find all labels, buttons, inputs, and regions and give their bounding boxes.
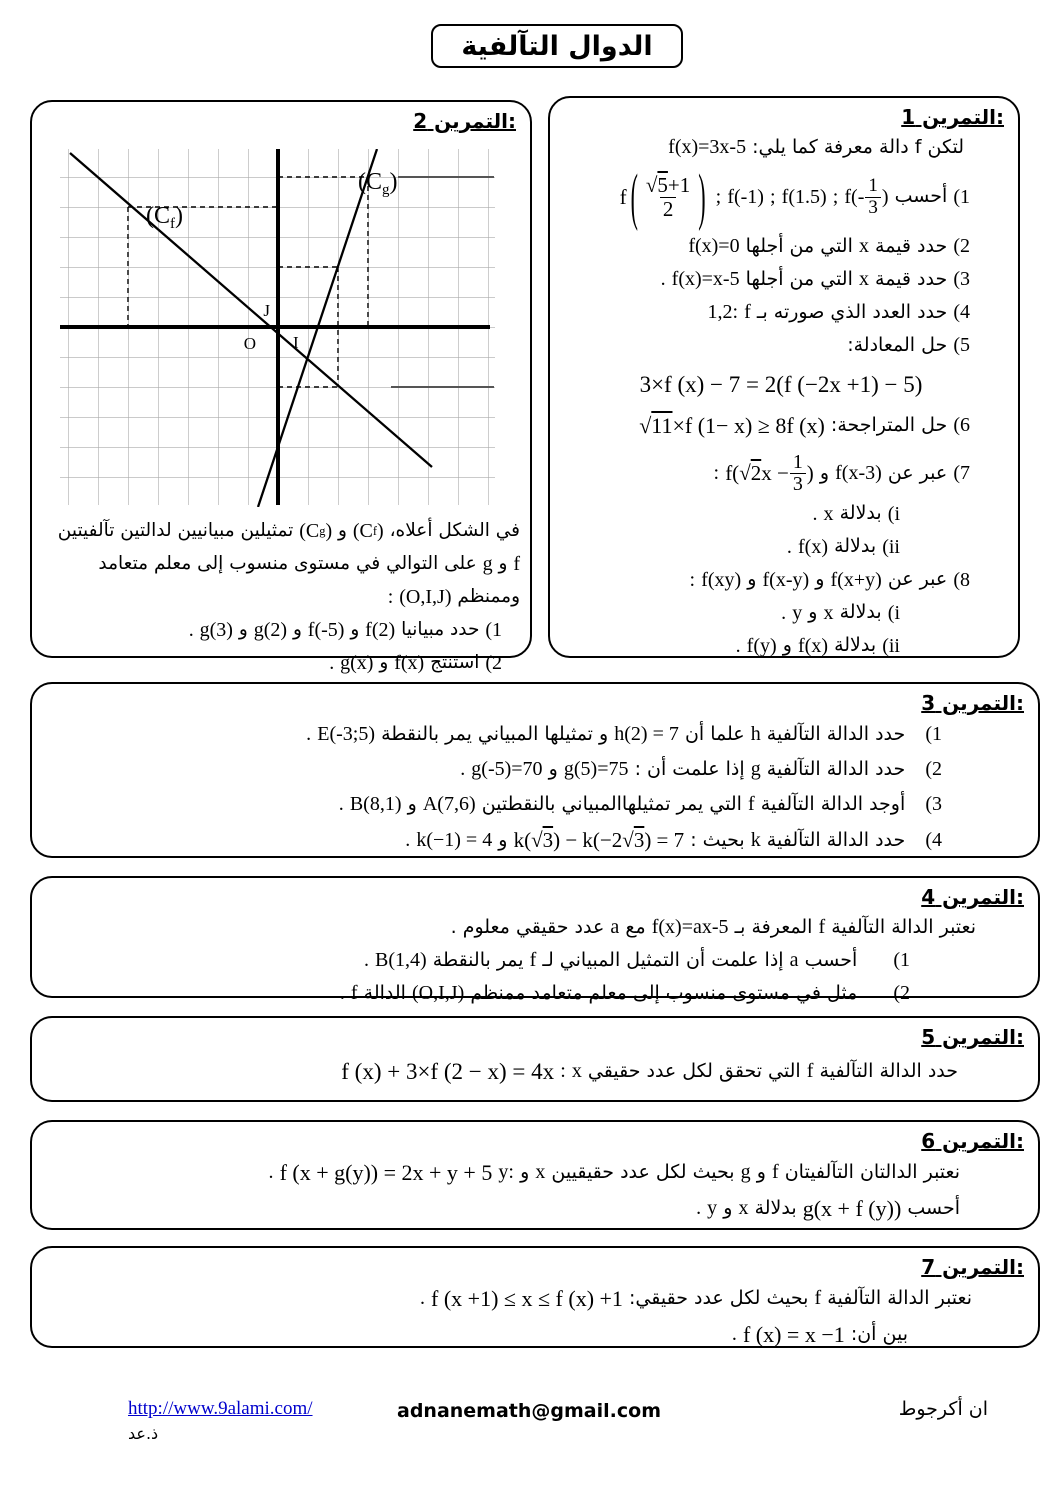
paragraph-line xyxy=(38,515,520,548)
math: (O,I,J) xyxy=(399,586,452,608)
list-item xyxy=(48,752,942,787)
text: و xyxy=(292,619,302,641)
exercise-5-header: التمرين 5: xyxy=(921,1025,1024,1049)
item-number: (1 xyxy=(485,619,502,641)
item-number: (7 xyxy=(953,462,970,485)
math: h xyxy=(750,723,761,745)
text: و xyxy=(498,553,508,575)
text: نعتبر الدالة التآلفية xyxy=(831,915,976,938)
label-j: J xyxy=(263,301,270,320)
list-item xyxy=(558,564,1004,597)
text: تمثيلين مبيانيين لدالتين تآلفيتين xyxy=(57,520,294,542)
math: f (x + g(y)) = 2x + y + 5 xyxy=(279,1160,493,1185)
separator: ; xyxy=(715,185,722,208)
text: و xyxy=(782,634,792,657)
colon: : xyxy=(689,568,696,591)
big-paren: ( xyxy=(630,159,638,232)
text: بحيث لكل عدد حقيقيين xyxy=(551,1161,735,1184)
math: x xyxy=(535,1161,546,1184)
list-item xyxy=(38,647,520,680)
text: و xyxy=(756,1161,766,1184)
list-item xyxy=(558,408,1004,444)
math: (C f ) xyxy=(352,520,384,542)
statement-line xyxy=(48,1281,972,1317)
math: g(x) xyxy=(340,652,374,674)
dot: . xyxy=(786,535,792,558)
math: f xyxy=(744,301,751,324)
text: بدلالة xyxy=(839,601,882,624)
sub-item xyxy=(558,597,1004,630)
text: و xyxy=(379,652,389,674)
text: و xyxy=(548,757,558,780)
exercise-4-box xyxy=(30,876,1040,1004)
math: g(2) xyxy=(253,619,288,641)
text: أحسب xyxy=(894,185,948,208)
author-name: ان أكرجوط xyxy=(898,1398,988,1420)
text: و تمثيلها المبياني يمر بالنقطة xyxy=(381,722,609,745)
graph-svg xyxy=(60,149,497,507)
math: k(−1) = 4 xyxy=(416,828,493,851)
text: حدد قيمة xyxy=(875,235,948,258)
math: f(2) xyxy=(365,619,396,641)
math: f(x) xyxy=(798,535,828,558)
text: و xyxy=(520,1161,530,1184)
item-number: (i xyxy=(887,601,900,624)
equation-line xyxy=(558,366,1004,403)
item-number: (2 xyxy=(893,982,910,1004)
text: و xyxy=(808,601,818,624)
math: f (x +1) ≤ x ≤ f (x) +1 xyxy=(431,1286,623,1311)
item-number: (2 xyxy=(953,235,970,258)
math: y: xyxy=(498,1161,514,1184)
text: التي من أجلها xyxy=(745,268,853,291)
text: التي تحقق لكل عدد حقيقي xyxy=(587,1059,801,1082)
item-number: (2 xyxy=(485,652,502,674)
text: حدد قيمة xyxy=(875,268,948,291)
math: y xyxy=(707,1197,718,1220)
exercise-7-header: التمرين 7: xyxy=(921,1255,1024,1279)
text: و xyxy=(407,792,417,815)
item-number: (5 xyxy=(953,334,970,357)
text: بحيث : xyxy=(690,828,745,851)
text: حل المعادلة: xyxy=(847,334,948,357)
text: و xyxy=(350,619,360,641)
text: على التوالي في مستوى منسوب إلى معلم متعامد xyxy=(98,553,477,575)
dot: . xyxy=(419,1287,425,1310)
text: إذا علمت أن : xyxy=(634,757,745,780)
math: f(x)=ax-5 xyxy=(651,916,729,938)
colon: : xyxy=(387,586,394,608)
worksheet-title-box xyxy=(431,24,683,68)
math: y xyxy=(792,601,803,624)
intro-line xyxy=(558,131,1004,164)
text: المعرفة بـ xyxy=(734,915,813,938)
item-number: (1 xyxy=(893,949,910,971)
item-number: (i xyxy=(887,502,900,525)
math: √ 11 ×f (1− x) ≥ 8f (x) xyxy=(639,412,825,438)
math: x xyxy=(858,268,869,291)
math: f( √ 2 x − $\frac{1}{3}$ ) xyxy=(725,450,814,496)
text: عبر عن xyxy=(887,568,948,591)
text: حدد الدالة التآلفية xyxy=(766,828,906,851)
text: علما أن xyxy=(684,722,745,745)
item-number: (2 xyxy=(925,758,942,780)
text: و xyxy=(338,520,347,542)
math: f(- $\frac{1}{3}$ ) xyxy=(844,175,889,218)
dot: . xyxy=(329,652,335,674)
math: f xyxy=(350,982,358,1004)
text: مثل في مستوى منسوب إلى معلم متعامد ممنظم xyxy=(470,981,858,1004)
text: أحسب xyxy=(804,948,858,971)
exercise-6-box xyxy=(30,1120,1040,1230)
text: لتكن f دالة معرفة كما يلي: xyxy=(752,135,964,158)
list-item xyxy=(48,787,942,822)
page-footer xyxy=(0,1392,1058,1462)
dot: . xyxy=(812,502,818,525)
item-number: (ii xyxy=(882,535,900,558)
separator: ; xyxy=(770,185,776,208)
math: f(x)=x-5 xyxy=(671,268,740,291)
list-item xyxy=(32,977,1038,1010)
math: g(5)=75 xyxy=(563,758,629,780)
dot: . xyxy=(268,1161,274,1184)
math: h(2) = 7 xyxy=(614,723,679,745)
text: حدد الدالة التآلفية xyxy=(766,757,906,780)
text: الدالة xyxy=(363,981,406,1004)
math: f(x-3) xyxy=(835,462,882,485)
sub-item xyxy=(558,531,1004,564)
math: x xyxy=(823,502,834,525)
label-cg: $(C_g)$ xyxy=(358,169,398,198)
text: في الشكل أعلاه، xyxy=(389,520,520,542)
email-address: adnanemath@gmail.com xyxy=(397,1400,661,1422)
dot: . xyxy=(306,723,312,745)
list-item xyxy=(558,230,1004,263)
list-item xyxy=(48,822,942,859)
text: حل المتراجحة: xyxy=(830,413,948,436)
statement-line xyxy=(48,1155,960,1191)
list-item xyxy=(558,296,1004,329)
math: f(x) xyxy=(798,634,828,657)
item-number: (4 xyxy=(925,828,942,851)
dot: . xyxy=(735,634,741,657)
big-paren: ) xyxy=(698,159,706,232)
text: حدد الدالة التآلفية xyxy=(766,722,906,745)
exercise-4-header: التمرين 4: xyxy=(921,885,1024,909)
math: x xyxy=(738,1197,749,1220)
math: f ( √ 5 +1 2 ) xyxy=(619,159,706,232)
math: f xyxy=(771,1161,779,1184)
list-item xyxy=(558,450,1004,498)
math: f xyxy=(513,553,520,575)
text: حدد مبيانيا xyxy=(401,619,480,641)
text: إذا علمت أن التمثيل المبياني لـ xyxy=(542,948,784,971)
exercise-7-box xyxy=(30,1246,1040,1348)
math: A(7,6) xyxy=(422,793,476,815)
math: (O,I,J) xyxy=(412,982,465,1004)
exercise-3-box xyxy=(30,682,1040,858)
item-number: (4 xyxy=(953,301,970,324)
item-number: (1 xyxy=(953,185,970,208)
dot: . xyxy=(405,828,411,851)
statement-line xyxy=(48,1053,958,1090)
dot: . xyxy=(363,949,369,971)
label-o: O xyxy=(243,334,256,353)
math: f(-5) xyxy=(307,619,345,641)
math: k( √ 3 ) − k(−2 √ 3 ) = 7 xyxy=(513,828,685,852)
math: g(x + f (y)) xyxy=(802,1195,902,1221)
dot: . xyxy=(338,793,344,815)
exercise-2-box xyxy=(30,100,532,674)
item-number: (6 xyxy=(953,414,970,437)
dot: . xyxy=(696,1197,702,1220)
statement-line xyxy=(48,1191,960,1227)
dot: . xyxy=(660,268,666,291)
math: f xyxy=(814,1287,822,1310)
item-number: (8 xyxy=(953,568,970,591)
text: التي من أجلها xyxy=(745,235,853,258)
math: f (x) = x −1 xyxy=(742,1321,845,1347)
text: بدلالة xyxy=(834,634,877,657)
math: f(x-y) xyxy=(762,568,810,591)
math: f(x) xyxy=(394,652,425,674)
math: f(x)=0 xyxy=(688,235,740,258)
text: حدد الدالة التآلفية xyxy=(819,1059,958,1082)
math: f(y) xyxy=(746,634,777,657)
label-i: I xyxy=(293,333,299,352)
math: x xyxy=(823,601,834,624)
text: عبر عن xyxy=(887,461,948,484)
list-item xyxy=(558,159,1004,232)
math: x xyxy=(858,235,869,258)
list-item xyxy=(32,944,1038,977)
exercise-1-text xyxy=(550,131,1018,663)
text: و xyxy=(498,828,508,851)
math: f(xy) xyxy=(701,568,742,591)
math: (C g ) xyxy=(299,520,333,542)
math: B(8,1) xyxy=(349,793,402,815)
text: عدد حقيقي معلوم . xyxy=(450,915,605,938)
exercise-3-text xyxy=(32,717,1038,859)
sub-item xyxy=(558,630,1004,663)
math: g xyxy=(740,1161,751,1184)
text: استنتج xyxy=(430,652,480,674)
math: g xyxy=(750,758,761,780)
exercise-3-header: التمرين 3: xyxy=(921,691,1024,715)
page-title: الدوال التآلفية xyxy=(461,30,653,62)
text: بين أن: xyxy=(850,1323,908,1346)
text: بحيث لكل عدد حقيقي: xyxy=(629,1287,809,1310)
dot: . xyxy=(781,601,787,624)
text: نعتبر الدالتان التآلفيتان xyxy=(784,1161,960,1184)
text: و xyxy=(819,461,830,484)
math: g(3) xyxy=(199,619,233,641)
math: f(-1) xyxy=(727,185,764,208)
text: و xyxy=(815,568,825,591)
exercise-2-header: التمرين 2: xyxy=(413,109,516,133)
text: و xyxy=(747,568,757,591)
colon: : xyxy=(560,1060,566,1083)
item-number: (3 xyxy=(925,793,942,815)
text: و xyxy=(723,1197,733,1220)
item-number: (ii xyxy=(882,634,900,657)
list-item xyxy=(558,263,1004,296)
math: f(x)=3x-5 xyxy=(668,136,747,158)
intro-line xyxy=(32,911,1038,944)
list-item xyxy=(48,717,942,752)
dot: . xyxy=(460,758,466,780)
dot: . xyxy=(188,619,194,641)
colon: : xyxy=(713,462,720,485)
exercise-5-box xyxy=(30,1016,1040,1102)
math: f(x+y) xyxy=(830,568,882,591)
exercise-1-header: التمرين 1: xyxy=(901,105,1004,129)
math: f(1.5) xyxy=(781,185,827,208)
math: f xyxy=(818,916,826,938)
text: حدد العدد الذي صورته بـ xyxy=(756,301,948,324)
dot: . xyxy=(731,1323,737,1346)
text: يمر بالنقطة xyxy=(432,948,524,971)
text: وممنظم xyxy=(457,586,520,608)
website-link[interactable]: http://www.9alami.com/ xyxy=(128,1398,313,1419)
sub-item xyxy=(558,498,1004,531)
teacher-initials: ذ.عد xyxy=(128,1424,159,1443)
math: x xyxy=(571,1060,582,1083)
dot: . xyxy=(339,982,345,1004)
math: f (x) + 3×f (2 − x) = 4x xyxy=(341,1059,555,1084)
math: g(-5)=70 xyxy=(471,758,543,780)
separator: ; xyxy=(832,185,839,208)
math: f xyxy=(748,793,755,815)
item-number: (3 xyxy=(953,268,970,291)
text: أحسب xyxy=(907,1197,960,1220)
exercise-6-header: التمرين 6: xyxy=(921,1129,1024,1153)
text: مع xyxy=(625,915,646,938)
item-number: (1 xyxy=(925,723,942,745)
math: f xyxy=(529,949,537,971)
text: و xyxy=(238,619,248,641)
text: بدلالة xyxy=(839,502,882,525)
math: a xyxy=(610,916,620,938)
math: E(-3;5) xyxy=(317,723,376,745)
paragraph-line xyxy=(38,548,520,581)
text: أوجد الدالة التآلفية xyxy=(760,792,906,815)
math: f xyxy=(806,1060,814,1083)
label-cf: $(C_f)$ xyxy=(146,203,183,232)
function-graph xyxy=(60,149,514,511)
text: بدلالة xyxy=(754,1197,797,1220)
list-item xyxy=(558,329,1004,362)
text: بدلالة xyxy=(834,535,877,558)
statement-line xyxy=(48,1317,972,1353)
text: نعتبر الدالة التآلفية xyxy=(827,1287,972,1310)
paragraph-line xyxy=(38,581,520,614)
exercise-1-box xyxy=(548,96,1020,658)
math: g xyxy=(482,553,493,575)
math: B(1,4) xyxy=(375,949,427,971)
math: 3×f (x) − 7 = 2(f (−2x +1) − 5) xyxy=(639,372,923,398)
math: a xyxy=(789,949,799,971)
math: 1,2: xyxy=(707,301,739,324)
list-item xyxy=(38,614,520,647)
text: التي يمر تمثيلهاالمبياني بالنقطتين xyxy=(481,792,742,815)
math: k xyxy=(750,828,761,851)
